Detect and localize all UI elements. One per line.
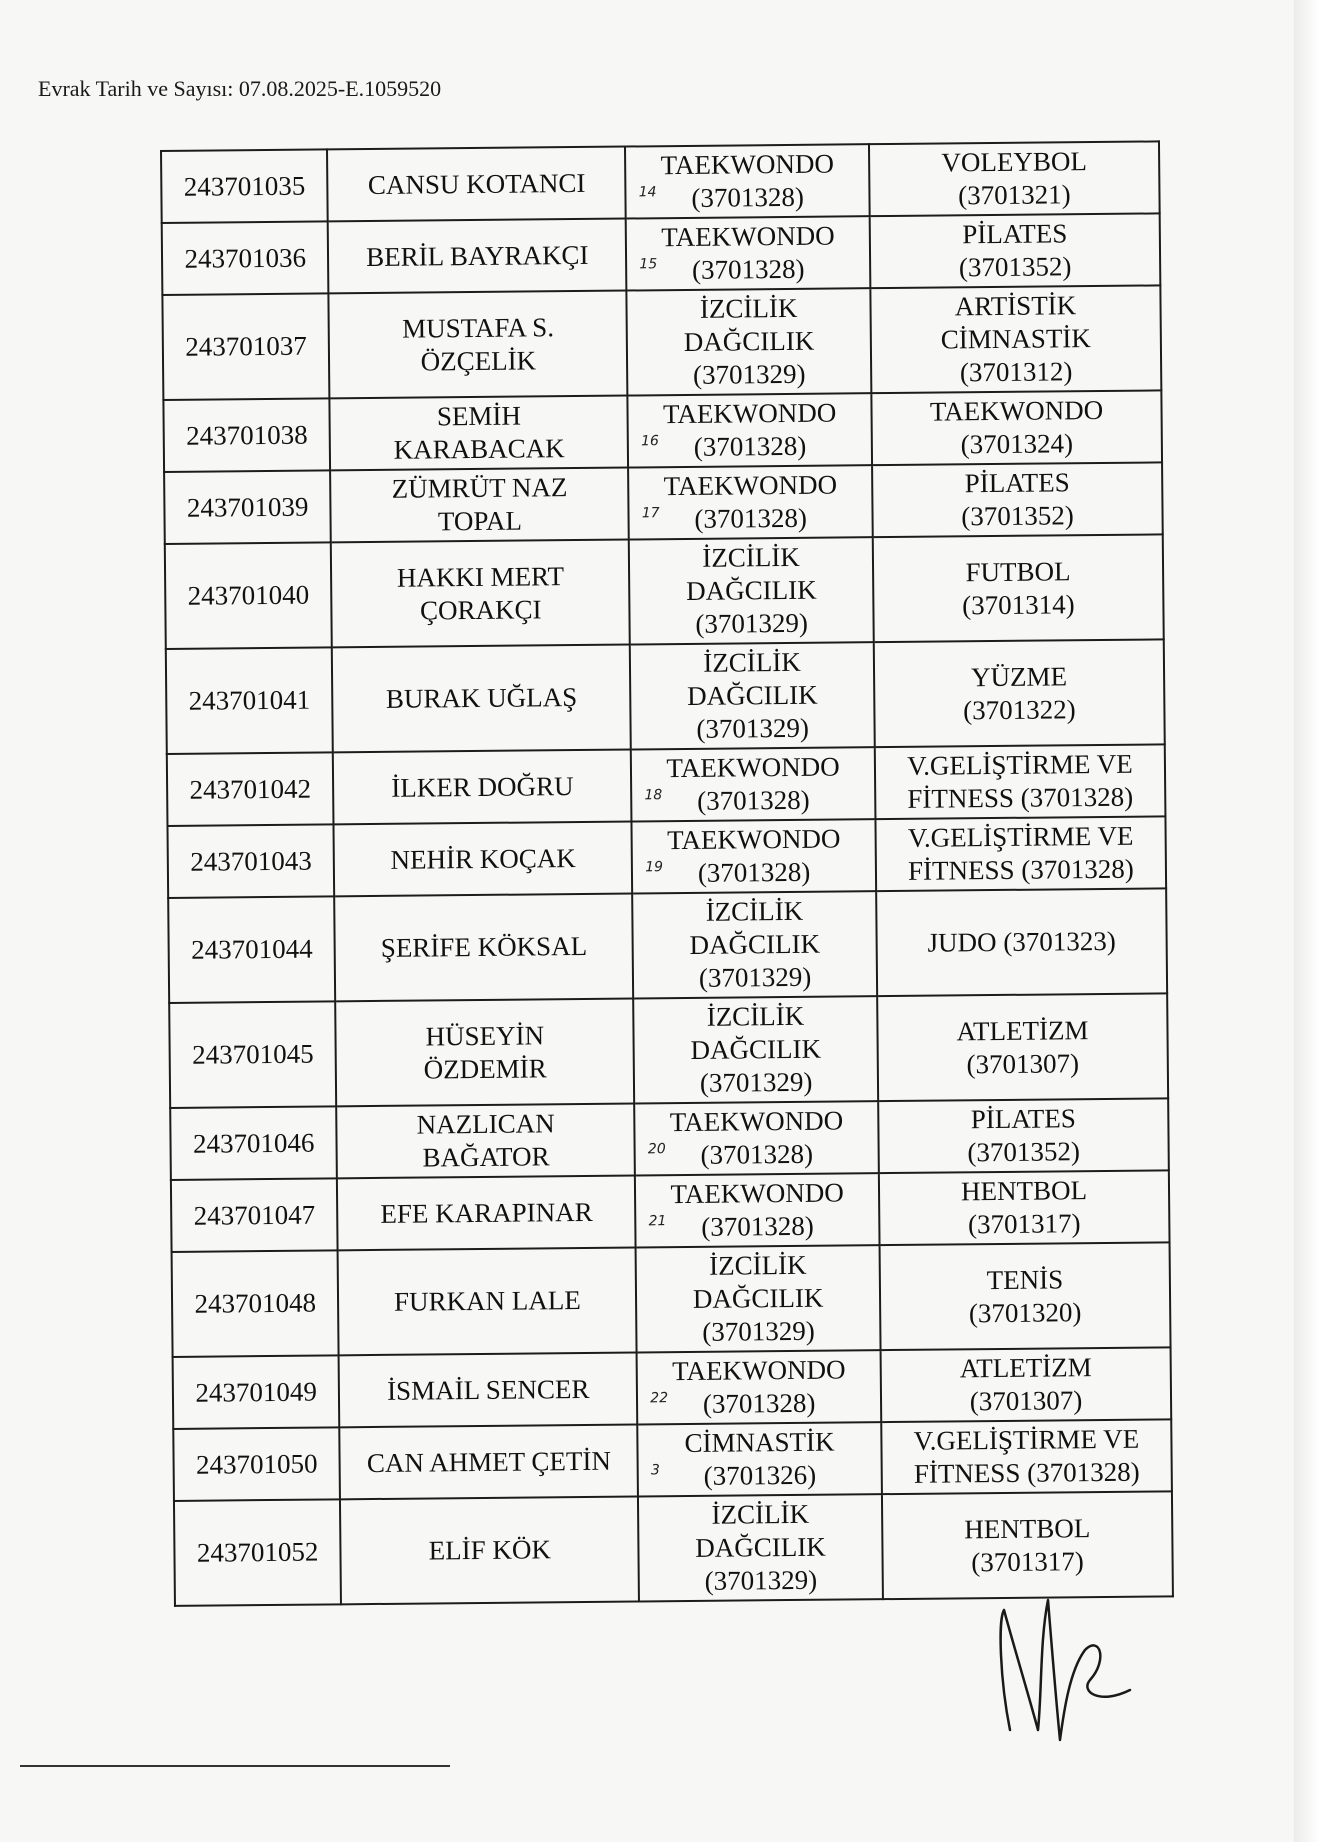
student-number: 243701041 [166, 647, 333, 754]
first-club-line: DAĞCILIK [689, 928, 821, 960]
second-club-line: JUDO (3701323) [927, 925, 1116, 958]
first-club [637, 1350, 881, 1424]
table-row [171, 1170, 1170, 1252]
second-club [870, 213, 1161, 288]
second-club-line: CİMNASTİK [940, 323, 1091, 355]
handwritten-number: 18 [644, 787, 663, 804]
table-row [163, 390, 1162, 472]
first-club [628, 465, 872, 539]
first-club-line: (3701329) [692, 358, 806, 390]
first-club [634, 1101, 878, 1175]
second-club [877, 993, 1168, 1101]
handwritten-number: 15 [639, 256, 658, 273]
second-club [874, 639, 1165, 747]
second-club-line: (3701312) [959, 356, 1073, 388]
student-number: 243701045 [169, 1001, 336, 1108]
student-name-line: CAN AHMET ÇETİN [366, 1445, 612, 1478]
student-name-line: HAKKI MERT [396, 560, 565, 593]
handwritten-number: 22 [650, 1390, 669, 1407]
first-club [628, 393, 872, 467]
first-club [633, 996, 878, 1103]
student-name [335, 893, 634, 1001]
handwritten-number: 17 [641, 505, 660, 522]
second-club-line: FİTNESS (3701328) [907, 781, 1134, 814]
student-club-table [160, 140, 1174, 1607]
first-club [626, 216, 870, 290]
student-number: 243701052 [174, 1499, 341, 1606]
table-row [173, 1419, 1172, 1501]
second-club-line: (3701314) [962, 588, 1075, 620]
document-date-number: Evrak Tarih ve Sayısı: 07.08.2025-E.1059520 [38, 76, 442, 101]
table-row [172, 1242, 1171, 1357]
student-number: 243701049 [173, 1355, 340, 1429]
table-body [161, 141, 1173, 1606]
second-club-line: PİLATES [964, 467, 1070, 499]
second-club-line: ATLETİZM [959, 1352, 1092, 1384]
first-club [636, 1245, 881, 1352]
second-club-line: ARTİSTİK [954, 290, 1077, 322]
second-club-line: PİLATES [962, 218, 1068, 250]
table-row [161, 141, 1160, 223]
second-club [872, 462, 1163, 537]
student-name [339, 1352, 638, 1427]
second-club-line: (3701322) [963, 693, 1076, 725]
second-club [875, 744, 1166, 819]
second-club-line: (3701352) [967, 1136, 1081, 1168]
first-club-line: (3701326) [703, 1459, 817, 1491]
first-club-line: DAĞCILIK [686, 574, 817, 606]
second-club [881, 1347, 1172, 1422]
student-name-line: FURKAN LALE [393, 1285, 581, 1317]
student-name-line: SEMİH [436, 400, 522, 432]
student-number: 243701048 [172, 1250, 339, 1357]
first-club [631, 747, 875, 821]
first-club-line: (3701329) [696, 712, 810, 744]
signature [990, 1580, 1140, 1750]
student-number: 243701037 [162, 293, 329, 400]
first-club [632, 891, 877, 998]
second-club-line: (3701317) [971, 1545, 1084, 1577]
student-number: 243701044 [168, 896, 335, 1003]
first-club [638, 1494, 883, 1601]
first-club-line: DAĞCILIK [687, 679, 818, 711]
table-row [166, 639, 1165, 754]
student-name [330, 396, 629, 471]
second-club [878, 1098, 1169, 1173]
first-club-line: TAEKWONDO [672, 1354, 846, 1387]
first-club-line: DAĞCILIK [690, 1033, 822, 1065]
student-number: 243701042 [167, 752, 334, 826]
first-club-line: İZCİLİK [711, 1498, 810, 1530]
student-number: 243701047 [171, 1178, 338, 1252]
second-club-line: ATLETİZM [956, 1014, 1089, 1046]
second-club [869, 141, 1160, 216]
first-club-line: (3701328) [697, 856, 811, 888]
student-name-line: NEHİR KOÇAK [390, 842, 576, 875]
first-club-line: (3701328) [691, 181, 804, 213]
student-name [331, 540, 630, 648]
handwritten-number: 20 [647, 1141, 666, 1158]
table-row [162, 285, 1161, 400]
first-club [627, 288, 872, 395]
footer-rule [20, 1765, 450, 1767]
second-club [875, 816, 1166, 891]
table-row [167, 744, 1166, 826]
first-club-line: CİMNASTİK [684, 1426, 835, 1459]
first-club-line: TAEKWONDO [660, 148, 835, 181]
student-number: 243701040 [165, 542, 332, 649]
second-club-line: (3701320) [968, 1296, 1082, 1328]
table-row [167, 816, 1166, 898]
first-club-line: (3701328) [694, 502, 808, 534]
student-name [340, 1496, 639, 1604]
first-club [629, 537, 874, 644]
second-club-line: (3701321) [958, 179, 1071, 211]
first-club [632, 819, 876, 893]
first-club-line: İZCİLİK [706, 1000, 805, 1032]
student-name [327, 147, 626, 222]
first-club-line: TAEKWONDO [666, 751, 840, 784]
second-club-line: FİTNESS (3701328) [913, 1456, 1140, 1489]
handwritten-number: 19 [645, 859, 664, 876]
student-name [333, 750, 632, 825]
first-club-line: (3701328) [693, 430, 807, 462]
second-club-line: FUTBOL [965, 555, 1071, 587]
table-row [164, 462, 1163, 544]
second-club-line: FİTNESS (3701328) [907, 853, 1134, 886]
student-name-line: MUSTAFA S. [401, 311, 555, 344]
student-name-line: CANSU KOTANCI [367, 167, 586, 200]
second-club-line: YÜZME [970, 660, 1068, 692]
first-club-line: TAEKWONDO [663, 469, 838, 502]
student-name-line: KARABACAK [393, 433, 565, 465]
student-name [330, 468, 629, 543]
page-edge-shadow [1294, 0, 1320, 1842]
student-name [337, 1175, 636, 1250]
first-club [638, 1422, 882, 1496]
first-club-line: (3701328) [697, 784, 810, 816]
first-club-line: (3701329) [702, 1315, 815, 1347]
second-club-line: TAEKWONDO [929, 394, 1104, 427]
second-club-line: V.GELİŞTİRME VE [907, 820, 1134, 853]
student-name-line: BAĞATOR [422, 1141, 550, 1173]
student-name [328, 219, 627, 294]
student-name [329, 291, 628, 399]
table-row [168, 888, 1167, 1003]
student-number: 243701036 [162, 221, 329, 295]
second-club-line: (3701352) [961, 500, 1074, 532]
first-club-line: (3701329) [704, 1564, 818, 1596]
first-club-line: İZCİLİK [703, 646, 801, 678]
student-name [334, 822, 633, 897]
student-number: 243701046 [170, 1106, 337, 1180]
second-club [873, 534, 1164, 642]
student-name-line: HÜSEYİN [425, 1019, 545, 1051]
student-name-line: BERİL BAYRAKÇI [366, 239, 589, 272]
first-club-line: İZCİLİK [708, 1249, 807, 1281]
first-club-line: TAEKWONDO [662, 397, 837, 430]
student-name-line: TOPAL [437, 505, 523, 537]
student-name-line: BURAK UĞLAŞ [385, 682, 578, 714]
student-number: 243701043 [167, 824, 334, 898]
student-name [337, 1103, 636, 1178]
first-club-line: İZCİLİK [699, 292, 798, 324]
student-number: 243701035 [161, 149, 328, 223]
first-club-line: İZCİLİK [705, 895, 804, 927]
first-club [630, 642, 875, 749]
student-number: 243701038 [163, 398, 330, 472]
first-club [625, 144, 869, 218]
student-name-line: EFE KARAPINAR [380, 1196, 593, 1229]
first-club-line: DAĞCILIK [692, 1282, 824, 1314]
first-club-line: TAEKWONDO [669, 1105, 844, 1138]
first-club-line: (3701328) [700, 1138, 814, 1170]
second-club-line: (3701307) [966, 1047, 1080, 1079]
student-name-line: ELİF KÖK [428, 1534, 552, 1566]
student-number: 243701050 [173, 1427, 340, 1501]
second-club-line: PİLATES [970, 1103, 1076, 1135]
second-club [879, 1170, 1170, 1245]
first-club-line: İZCİLİK [702, 541, 800, 573]
student-name-line: ŞERİFE KÖKSAL [380, 930, 588, 963]
student-name-line: ZÜMRÜT NAZ [391, 472, 568, 504]
student-name [336, 998, 635, 1106]
student-name-line: İSMAİL SENCER [386, 1373, 590, 1406]
second-club-line: HENTBOL [960, 1175, 1088, 1207]
handwritten-number: 16 [641, 433, 659, 450]
first-club-line: TAEKWONDO [666, 823, 841, 856]
second-club-line: HENTBOL [964, 1512, 1091, 1544]
second-club-line: V.GELİŞTİRME VE [913, 1423, 1140, 1456]
student-name-line: ÖZÇELİK [420, 344, 537, 377]
student-name [338, 1247, 637, 1355]
first-club-line: (3701329) [699, 1066, 813, 1098]
handwritten-number: 3 [650, 1462, 660, 1479]
student-name-line: NAZLICAN [416, 1108, 555, 1140]
second-club-line: V.GELİŞTİRME VE [907, 748, 1133, 781]
second-club-line: VOLEYBOL [941, 146, 1088, 178]
student-name-line: İLKER DOĞRU [391, 770, 574, 803]
student-name [332, 645, 631, 753]
first-club-line: TAEKWONDO [661, 220, 835, 253]
second-club [871, 390, 1162, 465]
table-row [165, 534, 1164, 649]
second-club [870, 285, 1161, 393]
handwritten-number: 21 [648, 1213, 667, 1230]
first-club-line: (3701329) [698, 961, 812, 993]
second-club [880, 1242, 1171, 1350]
student-name-line: ÖZDEMİR [423, 1052, 547, 1085]
first-club-line: (3701328) [691, 253, 805, 285]
table-row [162, 213, 1161, 295]
second-club-line: (3701317) [967, 1208, 1081, 1240]
student-number: 243701039 [164, 470, 331, 544]
first-club-line: TAEKWONDO [670, 1177, 844, 1210]
student-name-line: ÇORAKÇI [419, 593, 542, 626]
handwritten-number: 14 [638, 184, 657, 201]
second-club-line: (3701352) [958, 251, 1072, 283]
first-club-line: (3701328) [701, 1210, 814, 1242]
first-club-line: DAĞCILIK [695, 1531, 826, 1563]
second-club-line: TENİS [986, 1263, 1064, 1295]
second-club-line: (3701307) [969, 1385, 1083, 1417]
table-row [173, 1347, 1172, 1429]
first-club-line: DAĞCILIK [683, 325, 815, 357]
first-club-line: (3701329) [695, 607, 809, 639]
table-row [169, 993, 1168, 1108]
second-club [876, 888, 1167, 996]
first-club-line: (3701328) [702, 1387, 816, 1419]
first-club [635, 1173, 879, 1247]
table-row [170, 1098, 1169, 1180]
second-club-line: (3701324) [960, 428, 1074, 460]
student-name [340, 1424, 639, 1499]
second-club [881, 1419, 1172, 1494]
